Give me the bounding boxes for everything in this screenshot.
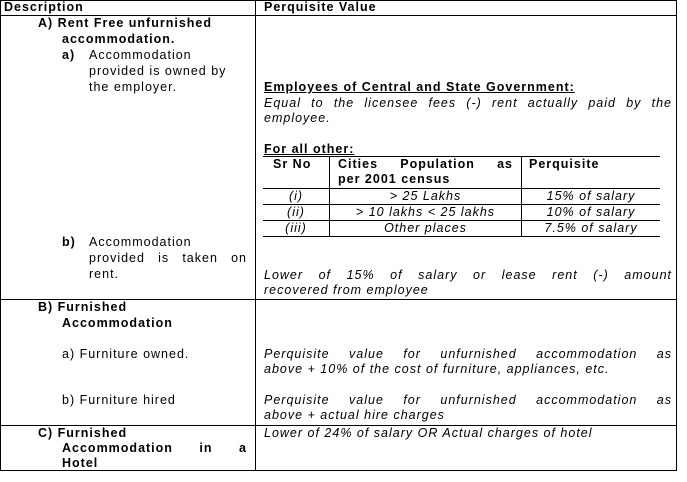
item-a-text-1: Accommodation: [89, 48, 192, 62]
col-cities-2: per 2001 census: [338, 172, 451, 186]
furniture-owned-value-2: above + 10% of the cost of furniture, appliances, etc.: [264, 362, 610, 376]
furniture-hired-value-1: Perquisite value for unfurnished accommodation as: [264, 393, 672, 407]
column-divider: [255, 0, 256, 471]
govt-text-1: Equal to the licensee fees (-) rent actually paid by the: [264, 96, 672, 110]
section-c-title-2: Accommodation in a: [62, 441, 247, 455]
section-c-title-3: Hotel: [62, 456, 99, 470]
govt-text-2: employee.: [264, 111, 331, 125]
section-a-title-2: accommodation.: [62, 32, 176, 46]
item-b-text-2: provided is taken on: [89, 251, 247, 265]
item-b-text-1: Accommodation: [89, 235, 192, 249]
row1-cities: > 25 Lakhs: [389, 189, 462, 203]
row3-cities: Other places: [384, 221, 467, 235]
section-c-title: C) Furnished: [38, 426, 128, 440]
others-heading: For all other:: [264, 142, 355, 156]
header-perquisite-value: Perquisite Value: [264, 0, 377, 14]
furniture-owned-value-1: Perquisite value for unfurnished accommodation as: [264, 347, 672, 361]
col-perquisite: Perquisite: [529, 157, 600, 171]
item-b-label: b): [62, 235, 76, 249]
city-perquisite-table: [263, 156, 660, 236]
govt-heading: Employees of Central and State Government:: [264, 80, 575, 94]
header-description: Description: [4, 0, 84, 14]
rent-text-1: Lower of 15% of salary or lease rent (-) amount: [264, 268, 672, 282]
row3-perq: 7.5% of salary: [544, 221, 638, 235]
col-sr-no: Sr No: [273, 157, 312, 171]
furniture-owned: a) Furniture owned.: [62, 347, 190, 361]
section-b-title-2: Accommodation: [62, 316, 173, 330]
item-a-text-3: the employer.: [89, 80, 178, 94]
item-b-text-3: rent.: [89, 267, 120, 281]
row2-sr: (ii): [287, 205, 305, 219]
row1-sr: (i): [288, 189, 304, 203]
hotel-value: Lower of 24% of salary OR Actual charges of hotel: [264, 426, 593, 440]
item-a-label: a): [62, 48, 76, 62]
row1-perq: 15% of salary: [546, 189, 636, 203]
row2-cities: > 10 lakhs < 25 lakhs: [355, 205, 496, 219]
row3-sr: (iii): [285, 221, 307, 235]
row2-perq: 10% of salary: [546, 205, 636, 219]
furniture-hired-value-2: above + actual hire charges: [264, 408, 445, 422]
rent-text-2: recovered from employee: [264, 283, 429, 297]
col-cities: Cities Population as: [338, 157, 513, 171]
item-a-text-2: provided is owned by: [89, 64, 227, 78]
furniture-hired: b) Furniture hired: [62, 393, 176, 407]
section-b-title: B) Furnished: [38, 300, 128, 314]
section-a-title: A) Rent Free unfurnished: [38, 16, 213, 30]
